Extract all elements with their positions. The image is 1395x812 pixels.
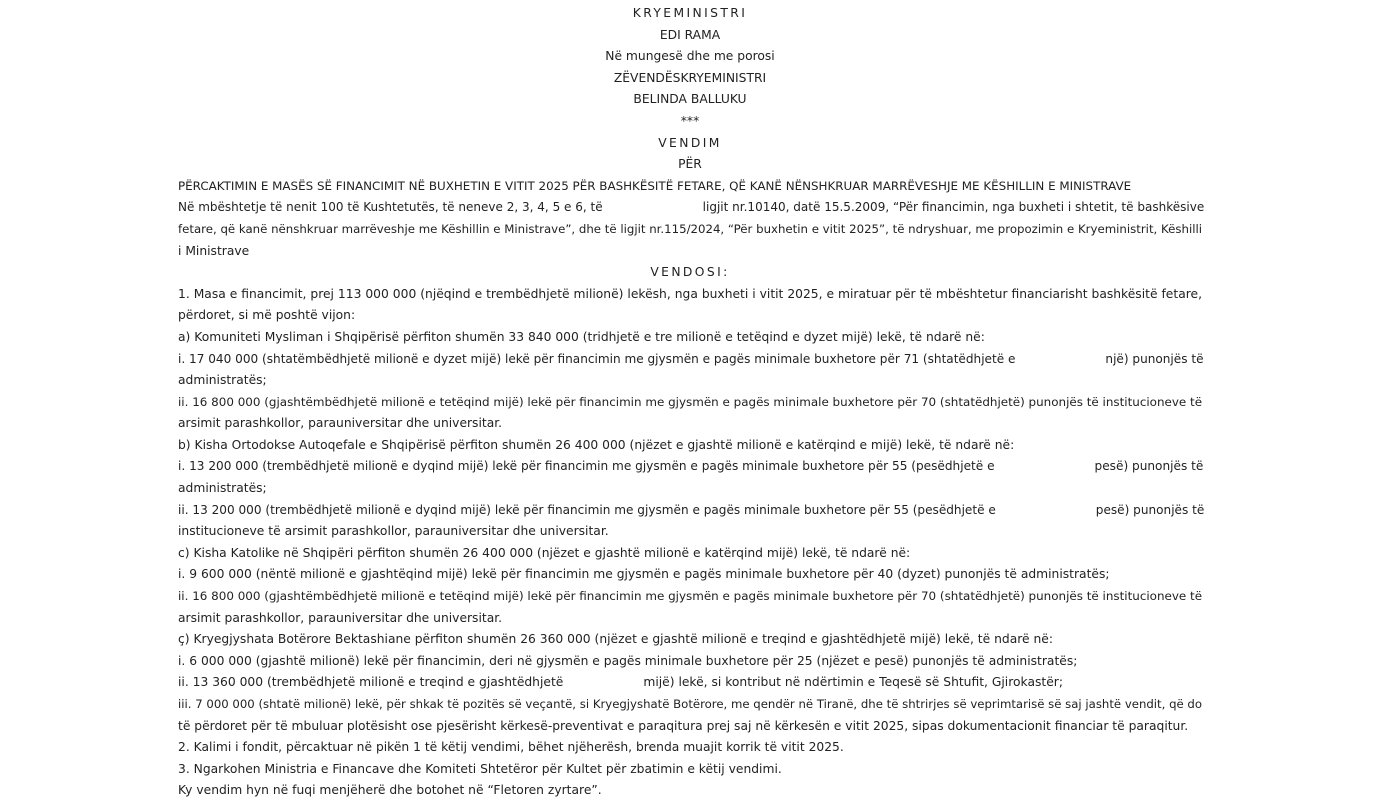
title-deputy: ZËVENDËSKRYEMINISTRI xyxy=(613,70,767,85)
preamble-text-a: Në mbështetje të nenit 100 të Kushtetutës, të neneve 2, 3, 4, 5 e 6, të xyxy=(178,200,603,215)
item-c-ii-line-2: arsimit parashkollor, parauniversitar dhe universitar. xyxy=(178,610,503,625)
title-kryeministri: KRYEMINISTRI xyxy=(632,6,748,20)
item-b-i-line-2: administratës; xyxy=(178,481,267,496)
closing-statement: Ky vendim hyn në fuqi menjëherë dhe botohet në “Fletoren zyrtare”. xyxy=(178,783,602,798)
decision-subject: PËRCAKTIMIN E MASËS SË FINANCIMIT NË BUXHETIN E VITIT 2025 PËR BASHKËSITË FETARE, QË KANË NËNSHKRUAR MARRËVESHJE ME KËSHILLIN E MINISTRAVE xyxy=(178,178,1132,193)
item-a-ii-line-2: arsimit parashkollor, parauniversitar dhe universitar. xyxy=(178,416,503,431)
item-ch-ii: ii. 13 360 000 (trembëdhjetë milionë e treqind e gjashtëdhjetë mijë) lekë, si kontribut në ndërtimin e Teqesë së Shtufit, Gjirokastër; xyxy=(178,675,1063,690)
point-1-line-2: përdoret, si më poshtë vijon: xyxy=(178,308,356,323)
item-c-ii-line-1: ii. 16 800 000 (gjashtëmbëdhjetë milionë e tetëqind mijë) lekë për financimin me gjysmën e pagës minimale buxhetore për 70 (shtatëdhjetë) punonjës të institucioneve të xyxy=(178,589,1203,604)
point-3: 3. Ngarkohen Ministria e Financave dhe Komiteti Shtetëror për Kultet për zbatimin e këtij vendimi. xyxy=(178,761,782,776)
item-a: a) Komuniteti Mysliman i Shqipërisë përfiton shumën 33 840 000 (tridhjetë e tre milionë e tetëqind e dyzet mijë) lekë, të ndarë në: xyxy=(178,329,985,344)
item-b: b) Kisha Ortodokse Autoqefale e Shqipërisë përfiton shumën 26 400 000 (njëzet e gjashtë milionë e katërqind e mijë) lekë, të ndarë në: xyxy=(178,437,1015,452)
preamble-line-1 xyxy=(178,197,1205,219)
item-ch-i: i. 6 000 000 (gjashtë milionë) lekë për financimin, deri në gjysmën e pagës minimale buxhetore për 25 (njëzet e pesë) punonjës të administratës; xyxy=(178,653,1078,668)
vendosi-heading: VENDOSI: xyxy=(650,265,730,280)
item-c: c) Kisha Katolike në Shqipëri përfiton shumën 26 400 000 (njëzet e gjashtë milionë e katërqind mijë) lekë, të ndarë në: xyxy=(178,545,911,560)
preamble-line-3: i Ministrave xyxy=(178,243,250,258)
signatory-name: EDI RAMA xyxy=(659,27,721,42)
item-ch-iii-line-1: iii. 7 000 000 (shtatë milionë) lekë, për shkak të pozitës së veçantë, si Kryegjyshatë Botërore, me qendër në Tiranë, dhe të shtrirjes së veprimtarisë së saj jashtë vendit, që do xyxy=(178,697,1202,711)
proxy-note: Në mungesë dhe me porosi xyxy=(605,49,775,64)
point-1-line-1: 1. Masa e financimit, prej 113 000 000 (njëqind e trembëdhjetë milionë) lekësh, nga buxheti i vitit 2025, e miratuar për të mbështetur financiarisht bashkësitë fetare, xyxy=(178,286,1202,301)
item-b-i-line-1: i. 13 200 000 (trembëdhjetë milionë e dyqind mijë) lekë për financimin me gjysmën e pagës minimale buxhetore për 55 (pesëdhjetë e pesë) punonjës të xyxy=(178,459,1204,474)
item-b-ii-line-1: ii. 13 200 000 (trembëdhjetë milionë e dyqind mijë) lekë për financimin me gjysmën e pagës minimale buxhetore për 55 (pesëdhjetë e pesë) punonjës të xyxy=(178,502,1205,517)
item-a-ii-line-1: ii. 16 800 000 (gjashtëmbëdhjetë milionë e tetëqind mijë) lekë për financimin me gjysmën e pagës minimale buxhetore për 70 (shtatëdhjetë) punonjës të institucioneve të xyxy=(178,394,1203,409)
decision-document xyxy=(178,0,1205,802)
preamble-line-2: fetare, që kanë nënshkruar marrëveshje me Këshillin e Ministrave”, dhe të ligjit nr.115/2024, “Për buxhetin e vitit 2025”, të ndryshuar, me propozimin e Kryeministrit, Këshilli xyxy=(178,221,1202,236)
item-a-i-line-2: administratës; xyxy=(178,373,267,388)
item-a-i-line-1: i. 17 040 000 (shtatëmbëdhjetë milionë e dyzet mijë) lekë për financimin me gjysmën e pagës minimale buxhetore për 71 (shtatëdhjetë e një) punonjës të xyxy=(178,351,1204,366)
item-ch-iii-line-2: të përdoret për të mbuluar plotësisht ose pjesërisht kërkesë-preventivat e paraqitura prej saj në kërkesën e vitit 2025, sipas dokumentacionit financiar të paraqitur. xyxy=(178,718,1189,733)
point-2: 2. Kalimi i fondit, përcaktuar në pikën 1 të këtij vendimi, bëhet njëherësh, brenda muajit korrik të vitit 2025. xyxy=(178,740,844,755)
per-heading: PËR xyxy=(678,157,702,172)
item-c-i: i. 9 600 000 (nëntë milionë e gjashtëqind mijë) lekë për financimin me gjysmën e pagës minimale buxhetore për 40 (dyzet) punonjës të administratës; xyxy=(178,567,1110,582)
item-ch: ç) Kryegjyshata Botërore Bektashiane përfiton shumën 26 360 000 (njëzet e gjashtë milionë e treqind e gjashtëdhjetë mijë) lekë, të ndarë në: xyxy=(178,632,1053,647)
item-b-ii-line-2: institucioneve të arsimit parashkollor, parauniversitar dhe universitar. xyxy=(178,524,609,539)
preamble-text-b: ligjit nr.10140, datë 15.5.2009, “Për financimin, nga buxheti i shtetit, të bashkësive xyxy=(702,200,1205,215)
vendim-heading: VENDIM xyxy=(658,135,722,150)
deputy-name: BELINDA BALLUKU xyxy=(633,92,747,107)
separator-stars: *** xyxy=(680,113,700,128)
